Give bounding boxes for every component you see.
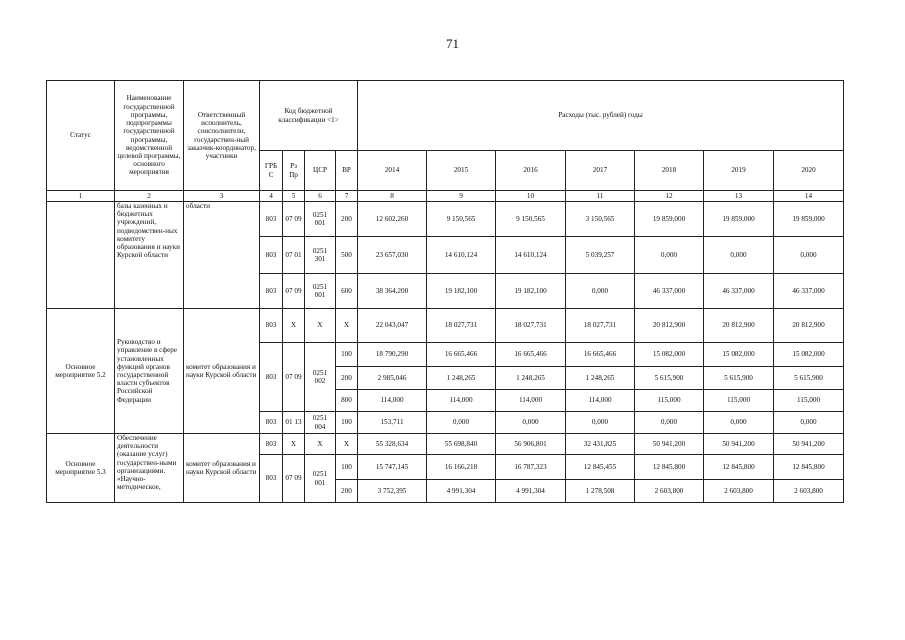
column-index: 9 [427, 191, 496, 202]
value-cell: 18 790,290 [358, 343, 427, 367]
header-expenses-group: Расходы (тыс. рублей) годы [358, 81, 844, 151]
value-cell: 0,000 [774, 412, 844, 434]
value-cell: 0,000 [427, 412, 496, 434]
value-cell: 2 603,800 [635, 480, 704, 503]
vr-cell: 200 [336, 202, 358, 237]
column-index: 5 [283, 191, 305, 202]
name-cell: Руководство и управление в сфере установленных функций органов государственной власти субъектов Российской Федерации [115, 309, 184, 434]
value-cell: 0,000 [774, 237, 844, 274]
value-cell: 3 150,565 [566, 202, 635, 237]
rzpr-cell: 07 09 [283, 343, 305, 412]
value-cell: 55 698,840 [427, 434, 496, 455]
column-index: 4 [260, 191, 283, 202]
value-cell: 19 182,100 [496, 274, 566, 309]
value-cell: 2 603,800 [774, 480, 844, 503]
value-cell: 50 941,200 [635, 434, 704, 455]
vr-cell: 100 [336, 343, 358, 367]
value-cell: 19 859,000 [774, 202, 844, 237]
value-cell: 50 941,200 [704, 434, 774, 455]
value-cell: 18 027,731 [496, 309, 566, 343]
value-cell: 14 610,124 [427, 237, 496, 274]
vr-cell: X [336, 309, 358, 343]
header-csr: ЦСР [305, 151, 336, 191]
header-grbs: ГРБ С [260, 151, 283, 191]
value-cell: 114,000 [496, 390, 566, 412]
value-cell: 15 082,000 [704, 343, 774, 367]
column-index: 1 [47, 191, 115, 202]
rzpr-cell: 07 09 [283, 455, 305, 503]
column-index: 2 [115, 191, 184, 202]
column-index-row [47, 191, 844, 202]
value-cell: 18 027,731 [566, 309, 635, 343]
executor-cell: комитет образования и науки Курской области [184, 434, 260, 503]
value-cell: 114,000 [358, 390, 427, 412]
header-vr: ВР [336, 151, 358, 191]
value-cell: 5 615,900 [774, 367, 844, 390]
value-cell: 4 991,304 [496, 480, 566, 503]
csr-cell: X [305, 309, 336, 343]
name-cell: базы казенных и бюджетных учреждений, подведомствен-ных комитету образования и науки Курской области [115, 202, 184, 309]
value-cell: 16 665,466 [427, 343, 496, 367]
column-index: 3 [184, 191, 260, 202]
column-index: 13 [704, 191, 774, 202]
vr-cell: 100 [336, 455, 358, 480]
csr-cell: 0251 002 [305, 343, 336, 412]
vr-cell: 800 [336, 390, 358, 412]
table-row [47, 434, 844, 455]
value-cell: 12 845,800 [704, 455, 774, 480]
header-code-group: Код бюджетной классификации <1> [260, 81, 358, 151]
header-year: 2020 [774, 151, 844, 191]
header-status: Статус [47, 81, 115, 191]
vr-cell: 200 [336, 480, 358, 503]
value-cell: 4 991,304 [427, 480, 496, 503]
value-cell: 114,000 [566, 390, 635, 412]
budget-table [46, 80, 844, 503]
value-cell: 15 082,000 [774, 343, 844, 367]
value-cell: 12 845,455 [566, 455, 635, 480]
value-cell: 9 150,565 [427, 202, 496, 237]
status-cell [47, 202, 115, 309]
value-cell: 5 615,900 [704, 367, 774, 390]
executor-cell: области [184, 202, 260, 309]
header-year: 2015 [427, 151, 496, 191]
value-cell: 23 657,030 [358, 237, 427, 274]
value-cell: 3 752,395 [358, 480, 427, 503]
value-cell: 46 337,000 [704, 274, 774, 309]
value-cell: 46 337,000 [635, 274, 704, 309]
value-cell: 12 602,260 [358, 202, 427, 237]
csr-cell: X [305, 434, 336, 455]
value-cell: 50 941,200 [774, 434, 844, 455]
value-cell: 0,000 [704, 412, 774, 434]
rzpr-cell: 07 01 [283, 237, 305, 274]
column-index: 10 [496, 191, 566, 202]
rzpr-cell: X [283, 434, 305, 455]
grbs-cell: 803 [260, 343, 283, 412]
value-cell: 0,000 [566, 274, 635, 309]
rzpr-cell: 07 09 [283, 202, 305, 237]
vr-cell: X [336, 434, 358, 455]
value-cell: 22 043,047 [358, 309, 427, 343]
value-cell: 19 859,000 [704, 202, 774, 237]
value-cell: 16 166,218 [427, 455, 496, 480]
value-cell: 5 039,257 [566, 237, 635, 274]
header-executor: Ответственный исполнитель, соисполнители, государствен-ный заказчик-координатор, участники [184, 81, 260, 191]
value-cell: 1 248,265 [496, 367, 566, 390]
rzpr-cell: 07 09 [283, 274, 305, 309]
value-cell: 153,711 [358, 412, 427, 434]
column-index: 12 [635, 191, 704, 202]
page-number: 71 [446, 36, 459, 51]
grbs-cell: 803 [260, 237, 283, 274]
grbs-cell: 803 [260, 455, 283, 503]
value-cell: 1 248,265 [427, 367, 496, 390]
name-cell: Обеспечение деятельности (оказание услуг) государствен-ными организациями. «Научно-методическое, [115, 434, 184, 503]
value-cell: 16 787,323 [496, 455, 566, 480]
value-cell: 115,000 [704, 390, 774, 412]
value-cell: 38 364,200 [358, 274, 427, 309]
executor-cell: комитет образования и науки Курской области [184, 309, 260, 434]
value-cell: 20 812,900 [635, 309, 704, 343]
vr-cell: 100 [336, 412, 358, 434]
column-index: 14 [774, 191, 844, 202]
value-cell: 9 150,565 [496, 202, 566, 237]
csr-cell: 0251 001 [305, 274, 336, 309]
value-cell: 115,000 [635, 390, 704, 412]
value-cell: 115,000 [774, 390, 844, 412]
value-cell: 46 337,000 [774, 274, 844, 309]
value-cell: 20 812,900 [774, 309, 844, 343]
value-cell: 1 278,508 [566, 480, 635, 503]
csr-cell: 0251 301 [305, 237, 336, 274]
value-cell: 1 248,265 [566, 367, 635, 390]
header-year: 2014 [358, 151, 427, 191]
grbs-cell: 803 [260, 412, 283, 434]
value-cell: 0,000 [635, 237, 704, 274]
rzpr-cell: X [283, 309, 305, 343]
column-index: 7 [336, 191, 358, 202]
column-index: 8 [358, 191, 427, 202]
value-cell: 19 182,100 [427, 274, 496, 309]
grbs-cell: 803 [260, 434, 283, 455]
value-cell: 0,000 [635, 412, 704, 434]
csr-cell: 0251 001 [305, 455, 336, 503]
header-year: 2018 [635, 151, 704, 191]
status-cell: Основное мероприятие 5.2 [47, 309, 115, 434]
value-cell: 20 812,900 [704, 309, 774, 343]
vr-cell: 500 [336, 237, 358, 274]
header-year: 2016 [496, 151, 566, 191]
header-name: Наименование государственной программы, подпрограммы государственной программы, ведомственной целевой программы, основного мероприятия [115, 81, 184, 191]
value-cell: 15 747,145 [358, 455, 427, 480]
vr-cell: 200 [336, 367, 358, 390]
value-cell: 15 082,000 [635, 343, 704, 367]
value-cell: 114,000 [427, 390, 496, 412]
grbs-cell: 803 [260, 274, 283, 309]
value-cell: 16 665,466 [496, 343, 566, 367]
status-cell: Основное мероприятие 5.3 [47, 434, 115, 503]
value-cell: 2 985,046 [358, 367, 427, 390]
value-cell: 16 665,466 [566, 343, 635, 367]
header-year: 2019 [704, 151, 774, 191]
header-rzpr: Рз Пр [283, 151, 305, 191]
value-cell: 19 859,000 [635, 202, 704, 237]
value-cell: 0,000 [704, 237, 774, 274]
value-cell: 5 615,900 [635, 367, 704, 390]
value-cell: 55 328,634 [358, 434, 427, 455]
grbs-cell: 803 [260, 309, 283, 343]
column-index: 6 [305, 191, 336, 202]
csr-cell: 0251 001 [305, 202, 336, 237]
table-row [47, 202, 844, 237]
value-cell: 32 431,825 [566, 434, 635, 455]
rzpr-cell: 01 13 [283, 412, 305, 434]
csr-cell: 0251 004 [305, 412, 336, 434]
value-cell: 12 845,800 [774, 455, 844, 480]
value-cell: 2 603,800 [704, 480, 774, 503]
grbs-cell: 803 [260, 202, 283, 237]
value-cell: 56 906,801 [496, 434, 566, 455]
value-cell: 18 027,731 [427, 309, 496, 343]
value-cell: 14 610,124 [496, 237, 566, 274]
vr-cell: 600 [336, 274, 358, 309]
value-cell: 0,000 [566, 412, 635, 434]
value-cell: 0,000 [496, 412, 566, 434]
header-year: 2017 [566, 151, 635, 191]
column-index: 11 [566, 191, 635, 202]
table-row [47, 309, 844, 343]
value-cell: 12 845,800 [635, 455, 704, 480]
